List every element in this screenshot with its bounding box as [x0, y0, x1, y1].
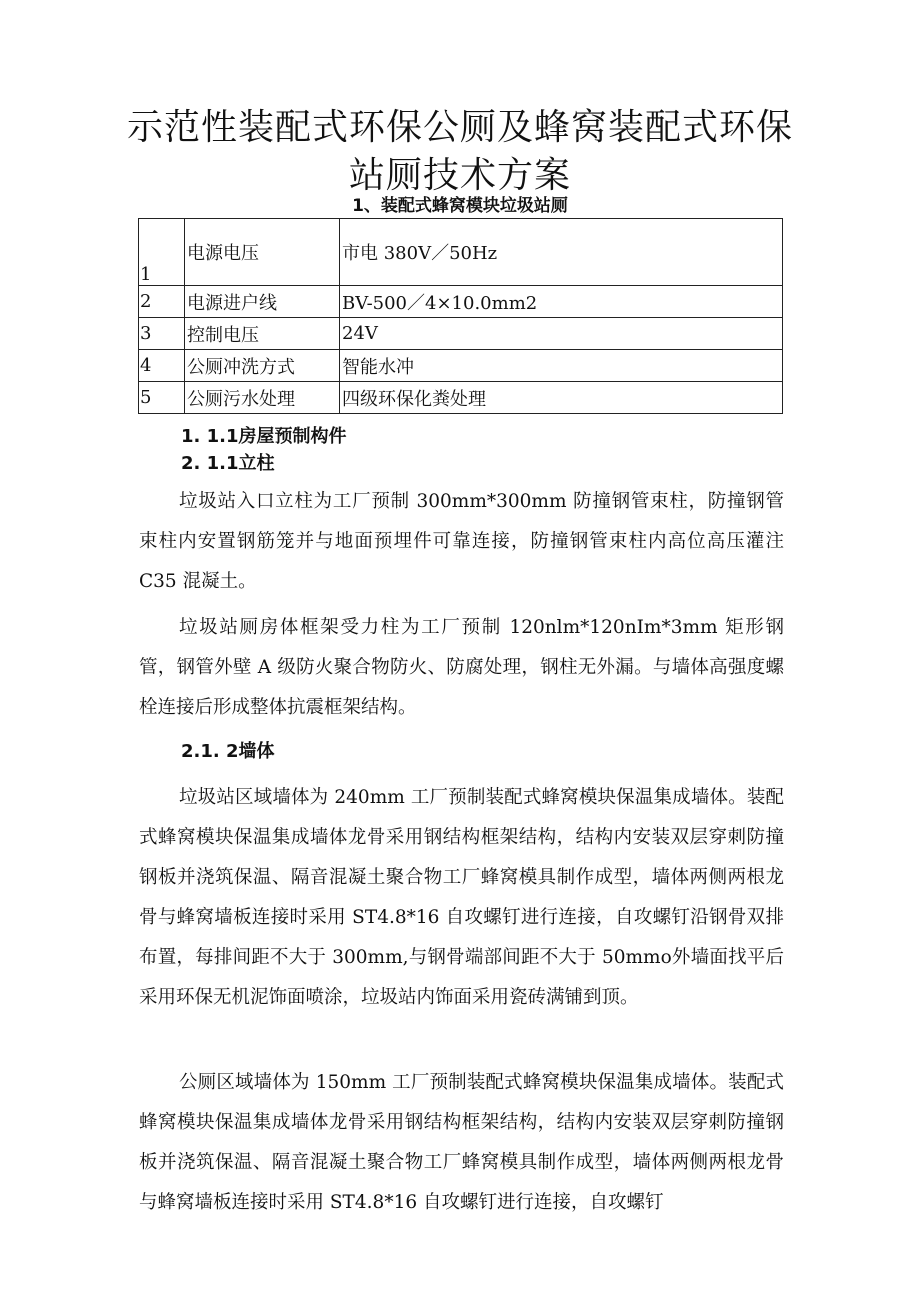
row-name: 电源电压	[185, 219, 340, 286]
heading-prefab-components: 1. 1.1房屋预制构件	[181, 426, 347, 447]
row-value: 市电 380V／50Hz	[340, 219, 783, 286]
row-name: 电源进户线	[185, 286, 340, 318]
row-number: 4	[139, 350, 185, 382]
row-number: 5	[139, 382, 185, 414]
row-name: 公厕污水处理	[185, 382, 340, 414]
row-value: 24V	[340, 318, 783, 350]
heading-columns: 2. 1.1立柱	[181, 453, 275, 474]
paragraph-entrance-columns: 垃圾站入口立柱为工厂预制 300mm*300mm 防撞钢管束柱，防撞钢管束柱内安置钢筋笼并与地面预埋件可靠连接，防撞钢管束柱内高位高压灌注 C35 混凝土。	[139, 491, 784, 592]
table-row	[139, 382, 783, 414]
spec-table	[138, 218, 783, 414]
row-number: 1	[139, 219, 185, 286]
row-number: 2	[139, 286, 185, 318]
row-number: 3	[139, 318, 185, 350]
row-value: BV-500／4×10.0mm2	[340, 286, 783, 318]
row-name: 公厕冲洗方式	[185, 350, 340, 382]
table-row	[139, 219, 783, 286]
paragraph-station-walls: 垃圾站区域墙体为 240mm 工厂预制装配式蜂窝模块保温集成墙体。装配式蜂窝模块保温集成墙体龙骨采用钢结构框架结构，结构内安装双层穿刺防撞钢板并浇筑保温、隔音混凝土聚合物工厂蜂窝模具制作成型，墙体两侧两根龙骨与蜂窝墙板连接时采用 ST4.8*16 自攻螺钉进行连接，自攻螺钉沿钢骨双排布置，每排间距不大于 300mm,与钢骨端部间距不大于 50mmo外墙面找平后采用环保无机泥饰面喷涂，垃圾站内饰面采用瓷砖满铺到顶。	[139, 787, 784, 1008]
table-row	[139, 350, 783, 382]
document-title-line-2: 站厕技术方案	[348, 155, 571, 196]
section-heading-1: 1、装配式蜂窝模块垃圾站厕	[352, 196, 568, 216]
document-title-line-1: 示范性装配式环保公厕及蜂窝装配式环保	[126, 107, 793, 148]
row-name: 控制电压	[185, 318, 340, 350]
paragraph-frame-columns: 垃圾站厕房体框架受力柱为工厂预制 120nlm*120nIm*3mm 矩形钢管，钢管外壁 A 级防火聚合物防火、防腐处理，钢柱无外漏。与墙体高强度螺栓连接后形成整体抗震框架结构。	[139, 617, 784, 718]
paragraph-toilet-walls: 公厕区域墙体为 150mm 工厂预制装配式蜂窝模块保温集成墙体。装配式蜂窝模块保温集成墙体龙骨采用钢结构框架结构，结构内安装双层穿刺防撞钢板并浇筑保温、隔音混凝土聚合物工厂蜂窝模具制作成型，墙体两侧两根龙骨与蜂窝墙板连接时采用 ST4.8*16 自攻螺钉进行连接，自攻螺钉	[139, 1072, 784, 1213]
table-row	[139, 286, 783, 318]
table-row	[139, 318, 783, 350]
row-value: 四级环保化粪处理	[340, 382, 783, 414]
row-value: 智能水冲	[340, 350, 783, 382]
heading-walls: 2.1. 2墙体	[181, 741, 275, 762]
